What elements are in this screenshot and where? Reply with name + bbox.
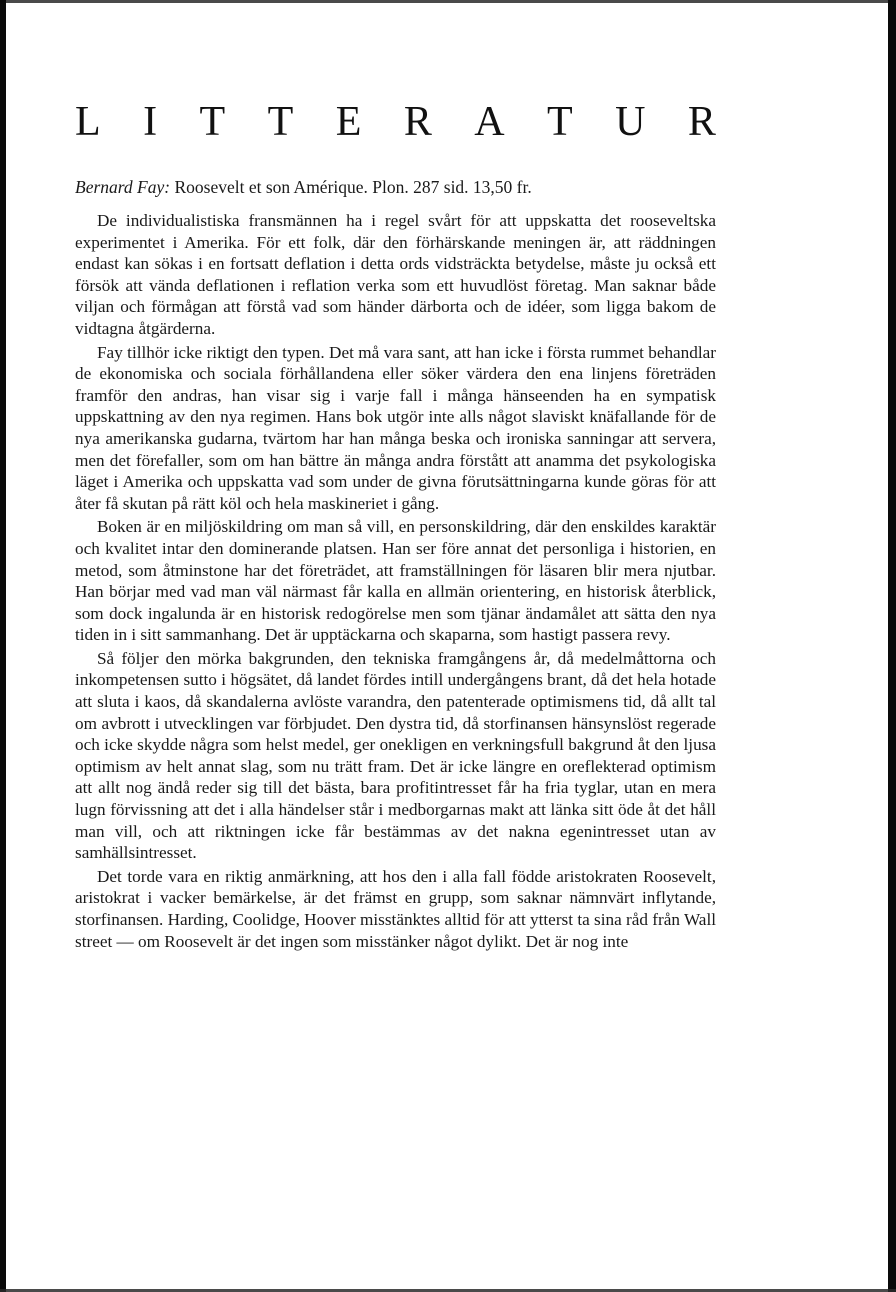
citation-author: Bernard Fay: <box>75 177 171 197</box>
heading-letter: L <box>75 99 101 145</box>
heading-letter: T <box>267 99 294 145</box>
paragraph: Så följer den mörka bakgrunden, den tekniska framgångens år, då medelmåttorna och inkompetensen sutto i högsätet, då landet fördes intill undergångens brant, då det hela hotade att sluta i kaos, då skandalerna avlöste varandra, den patenterade optimismens tid, då allt tal om avbrott i utvecklingen var förbjudet. Den dystra tid, då storfinansen hänsynslöst regerade och icke skydde några som helst medel, ger onekligen en verkningsfull bakgrund åt den ljusa optimism av helt annat slag, som nu trätt fram. Det är icke längre en oreflekterad optimism att allt nog ändå reder sig till det bästa, bara profitintresset får ha fria tyglar, utan en mera lugn förvissning att det i alla händelser står i medborgarnas makt att länka sitt öde åt det håll man vill, och att riktningen icke får bestämmas av det nakna egenintresset utan av samhällsintresset. <box>75 648 716 863</box>
paragraph: Boken är en miljöskildring om man så vill, en personskildring, där den enskildes karaktär och kvalitet intar den dominerande platsen. Han ser före annat det personliga i historien, en metod, som åtminstone har det företrädet, att framställningen för läsaren blir mera njutbar. Han börjar med vad man väl närmast får kalla en allmän orientering, en historisk återblick, som dock ingalunda är en historisk redogörelse men som tjänar ändamålet att sätta den nya tiden in i sitt sammanhang. Det är upptäckarna och skaparna, som hastigt passera revy. <box>75 517 716 645</box>
heading-letter: R <box>687 99 716 145</box>
heading-letter: R <box>403 99 432 145</box>
book-citation <box>75 176 716 198</box>
review-body <box>75 210 716 952</box>
book-page <box>75 96 716 954</box>
scan-edge-right <box>888 0 896 1292</box>
heading-letter: U <box>615 99 646 145</box>
heading-letter: E <box>335 99 362 145</box>
scan-edge-left <box>0 0 6 1292</box>
heading-letter: T <box>547 99 573 145</box>
citation-details: Roosevelt et son Amérique. Plon. 287 sid. 13,50 fr. <box>170 177 532 197</box>
heading-letter: A <box>474 99 505 145</box>
scan-edge-top <box>0 0 896 3</box>
paragraph: De individualistiska fransmännen ha i regel svårt för att uppskatta det rooseveltska experimentet i Amerika. För ett folk, där den förhärskande meningen är, att räddningen endast kan sökas i en fortsatt deflation i detta ords vidsträckta betydelse, måste ju också ett försök att vända deflationen i reflation verka som ett huvudlöst företag. Man saknar både viljan och förmågan att förstå vad som händer därborta och de idéer, som ligga bakom de vidtagna åtgärderna. <box>75 211 716 338</box>
section-heading <box>75 96 716 148</box>
paragraph: Fay tillhör icke riktigt den typen. Det må vara sant, att han icke i första rummet behandlar de ekonomiska och sociala förhållandena eller söker värdera den ena linjens företräden framför den andras, han visar sig i varje fall i många hänseenden ha en sympatisk uppskattning av den nya regimen. Hans bok utgör inte alls något slaviskt knäfallande för de nya amerikanska gudarna, tvärtom har han många beska och ironiska sanningar att servera, men det förefaller, som om han bättre än många andra förstått att anamma det psykologiska läget i Amerika och uppskatta vad som under de givna förutsättningarna kunde göras för att åter få skutan på rätt köl och hela maskineriet i gång. <box>75 342 716 513</box>
paragraph: Det torde vara en riktig anmärkning, att hos den i alla fall födde aristokraten Roosevelt, aristokrat i vacker bemärkelse, är det främst en grupp, som saknar nämnvärt inflytande, storfinansen. Harding, Coolidge, Hoover misstänktes alltid för att ytterst ta sina råd från Wall street — om Roosevelt är det ingen som misstänker något dylikt. Det är nog inte <box>75 866 716 951</box>
heading-letter: T <box>199 99 226 145</box>
heading-letter: I <box>143 99 158 145</box>
